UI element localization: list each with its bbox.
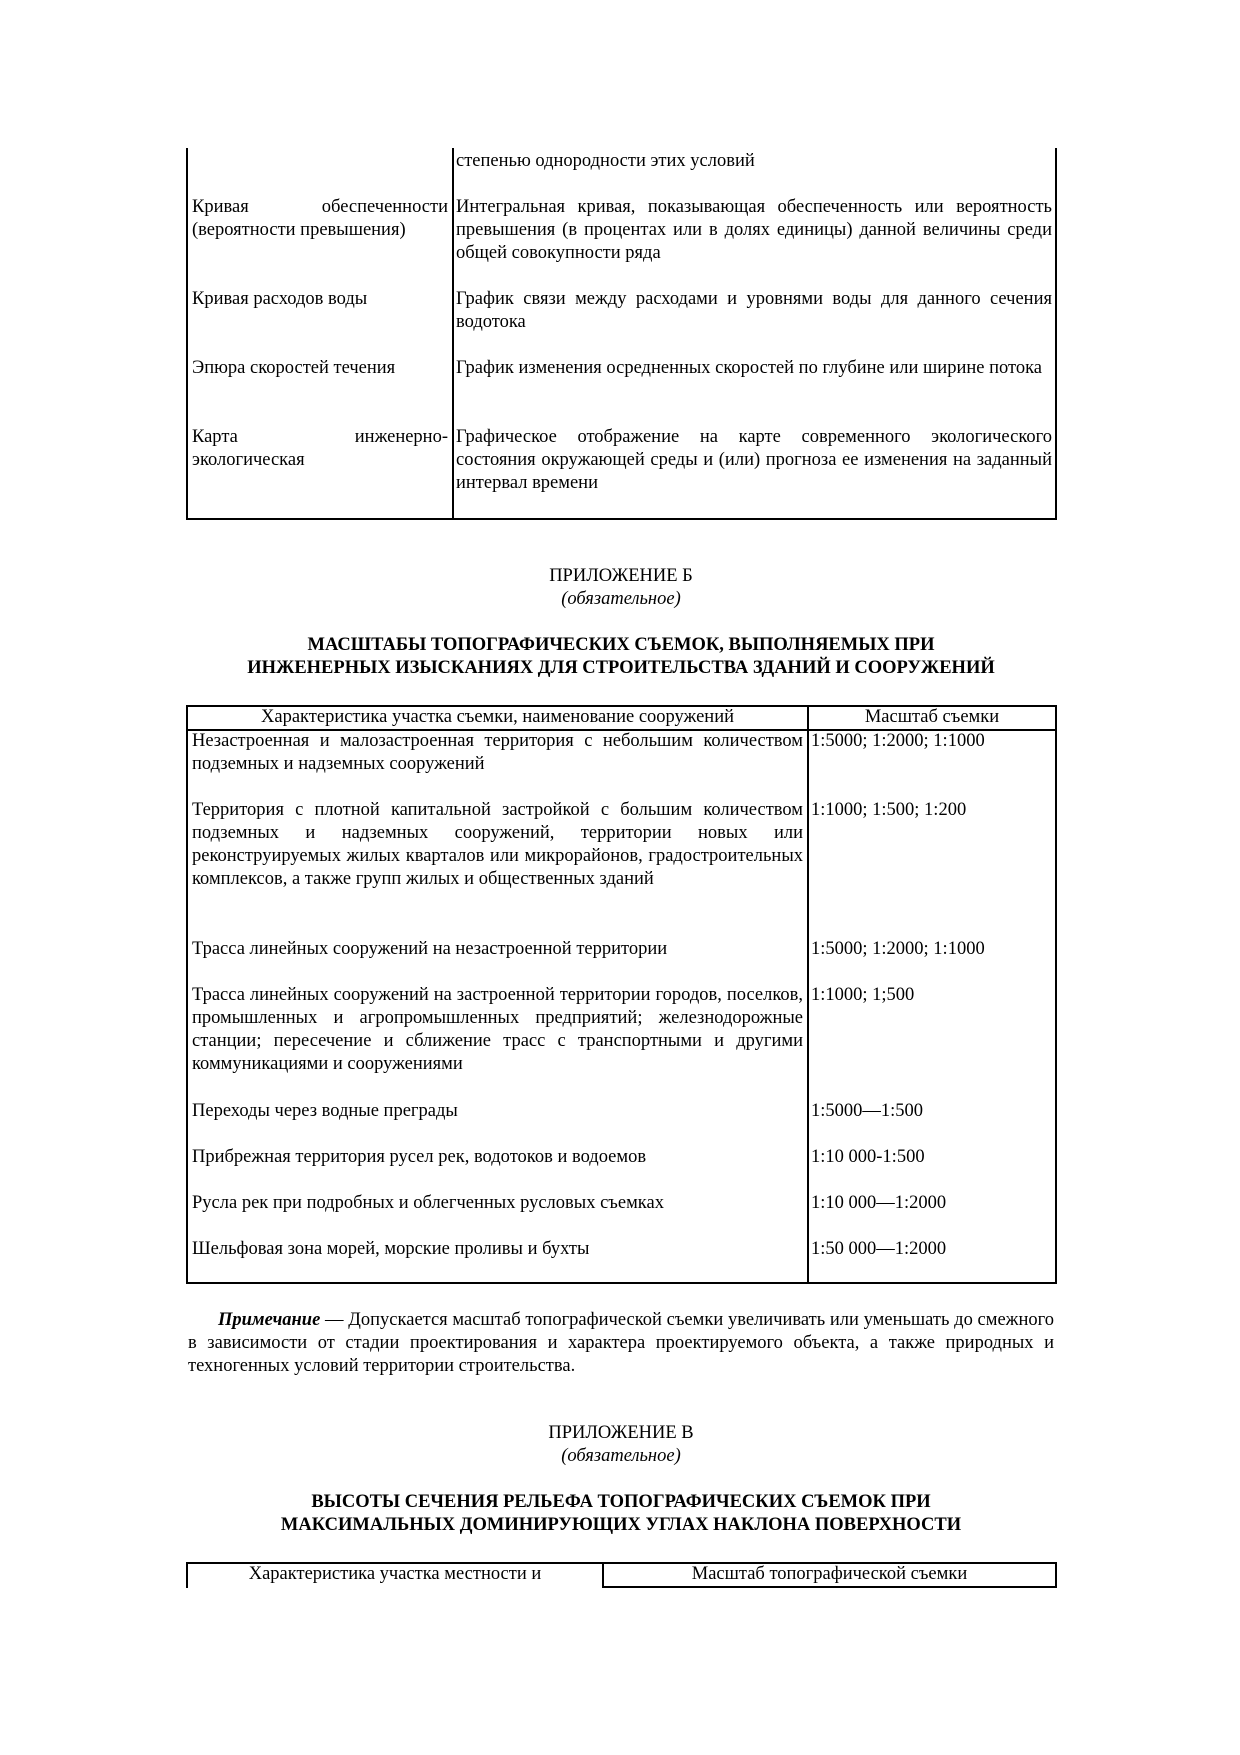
characteristic-cell: Территория с плотной капитальной застройкой с большим количеством подземных и надземных сооружений, территории новых или реконструируемых жилых кварталов или микрорайонов, градостроительных комплексов, а также групп жилых и общественных зданий [192,800,803,889]
definition-cell: График изменения осредненных скоростей по глубине или ширине потока [456,358,1042,378]
table-border [186,705,188,1284]
scale-cell: 1:50 000—1:2000 [811,1239,947,1259]
table-border [186,148,188,520]
note-text: — Допускается масштаб топографической съемки увеличивать или уменьшать до смежного в зависимости от стадии проектирования и характера проектируемого объекта, а также природных и техногенных условий территории строительства. [188,1310,1054,1376]
table-border [452,148,454,520]
term-cell: Карта инженерно-экологическая [192,427,448,470]
definition-cell: степенью однородности этих условий [456,151,755,171]
table-border [807,705,809,1284]
characteristic-cell: Русла рек при подробных и облегченных русловых съемках [192,1193,664,1213]
note-paragraph [188,1309,1054,1378]
scale-cell: 1:5000—1:500 [811,1101,924,1121]
appendix-b-status: (обязательное) [561,589,681,609]
scale-cell: 1:1000; 1:500; 1:200 [811,800,967,820]
appendix-b-label: ПРИЛОЖЕНИЕ Б [549,566,693,586]
table-border [602,1586,1057,1588]
table-border [1055,1562,1057,1588]
appendix-v-status: (обязательное) [561,1446,681,1466]
note-label: Примечание [218,1310,321,1330]
characteristic-cell: Переходы через водные преграды [192,1101,458,1121]
term-cell: Кривая обеспеченности (вероятности превышения) [192,197,448,240]
scale-cell: 1:1000; 1;500 [811,985,915,1005]
characteristic-cell: Шельфовая зона морей, морские проливы и бухты [192,1239,590,1259]
characteristic-cell: Незастроенная и малозастроенная территория с небольшим количеством подземных и надземных сооружений [192,731,803,774]
term-cell: Кривая расходов воды [192,289,368,309]
scale-cell: 1:10 000-1:500 [811,1147,925,1167]
scale-cell: 1:10 000—1:2000 [811,1193,947,1213]
table-border [1055,148,1057,520]
scale-cell: 1:5000; 1:2000; 1:1000 [811,939,985,959]
appendix-v-title-line1: ВЫСОТЫ СЕЧЕНИЯ РЕЛЬЕФА ТОПОГРАФИЧЕСКИХ СЪЕМОК ПРИ [311,1492,931,1512]
table-border [186,518,1057,520]
characteristic-cell: Трасса линейных сооружений на застроенной территории городов, поселков, промышленных и агропромышленных предприятий; железнодорожные станции; пересечение и сближение трасс с транспортными и другими коммуникациями и сооружениями [192,985,803,1074]
definition-cell: График связи между расходами и уровнями воды для данного сечения водотока [456,289,1052,332]
appendix-v-title-line2: МАКСИМАЛЬНЫХ ДОМИНИРУЮЩИХ УГЛАХ НАКЛОНА ПОВЕРХНОСТИ [280,1515,962,1535]
definition-cell: Графическое отображение на карте современного экологического состояния окружающей среды и (или) прогноза ее изменения на заданный интервал времени [456,427,1052,493]
characteristic-cell: Трасса линейных сооружений на незастроенной территории [192,939,668,959]
table-border [1055,705,1057,1284]
definition-cell: Интегральная кривая, показывающая обеспеченность или вероятность превышения (в процентах или в долях единицы) данной величины среди общей совокупности ряда [456,197,1052,263]
column-header: Масштаб съемки [864,707,1000,727]
scale-cell: 1:5000; 1:2000; 1:1000 [811,731,985,751]
appendix-b-title-line1: МАСШТАБЫ ТОПОГРАФИЧЕСКИХ СЪЕМОК, ВЫПОЛНЯЕМЫХ ПРИ [307,635,935,655]
appendix-v-label: ПРИЛОЖЕНИЕ В [548,1423,694,1443]
characteristic-cell: Прибрежная территория русел рек, водотоков и водоемов [192,1147,647,1167]
column-header: Характеристика участка местности и [248,1564,542,1584]
table-border [186,1282,1057,1284]
column-header: Характеристика участка съемки, наименование сооружений [261,707,734,727]
appendix-b-title-line2: ИНЖЕНЕРНЫХ ИЗЫСКАНИЯХ ДЛЯ СТРОИТЕЛЬСТВА ЗДАНИЙ И СООРУЖЕНИЙ [247,658,995,678]
column-header: Масштаб топографической съемки [691,1564,968,1584]
term-cell: Эпюра скоростей течения [192,358,396,378]
